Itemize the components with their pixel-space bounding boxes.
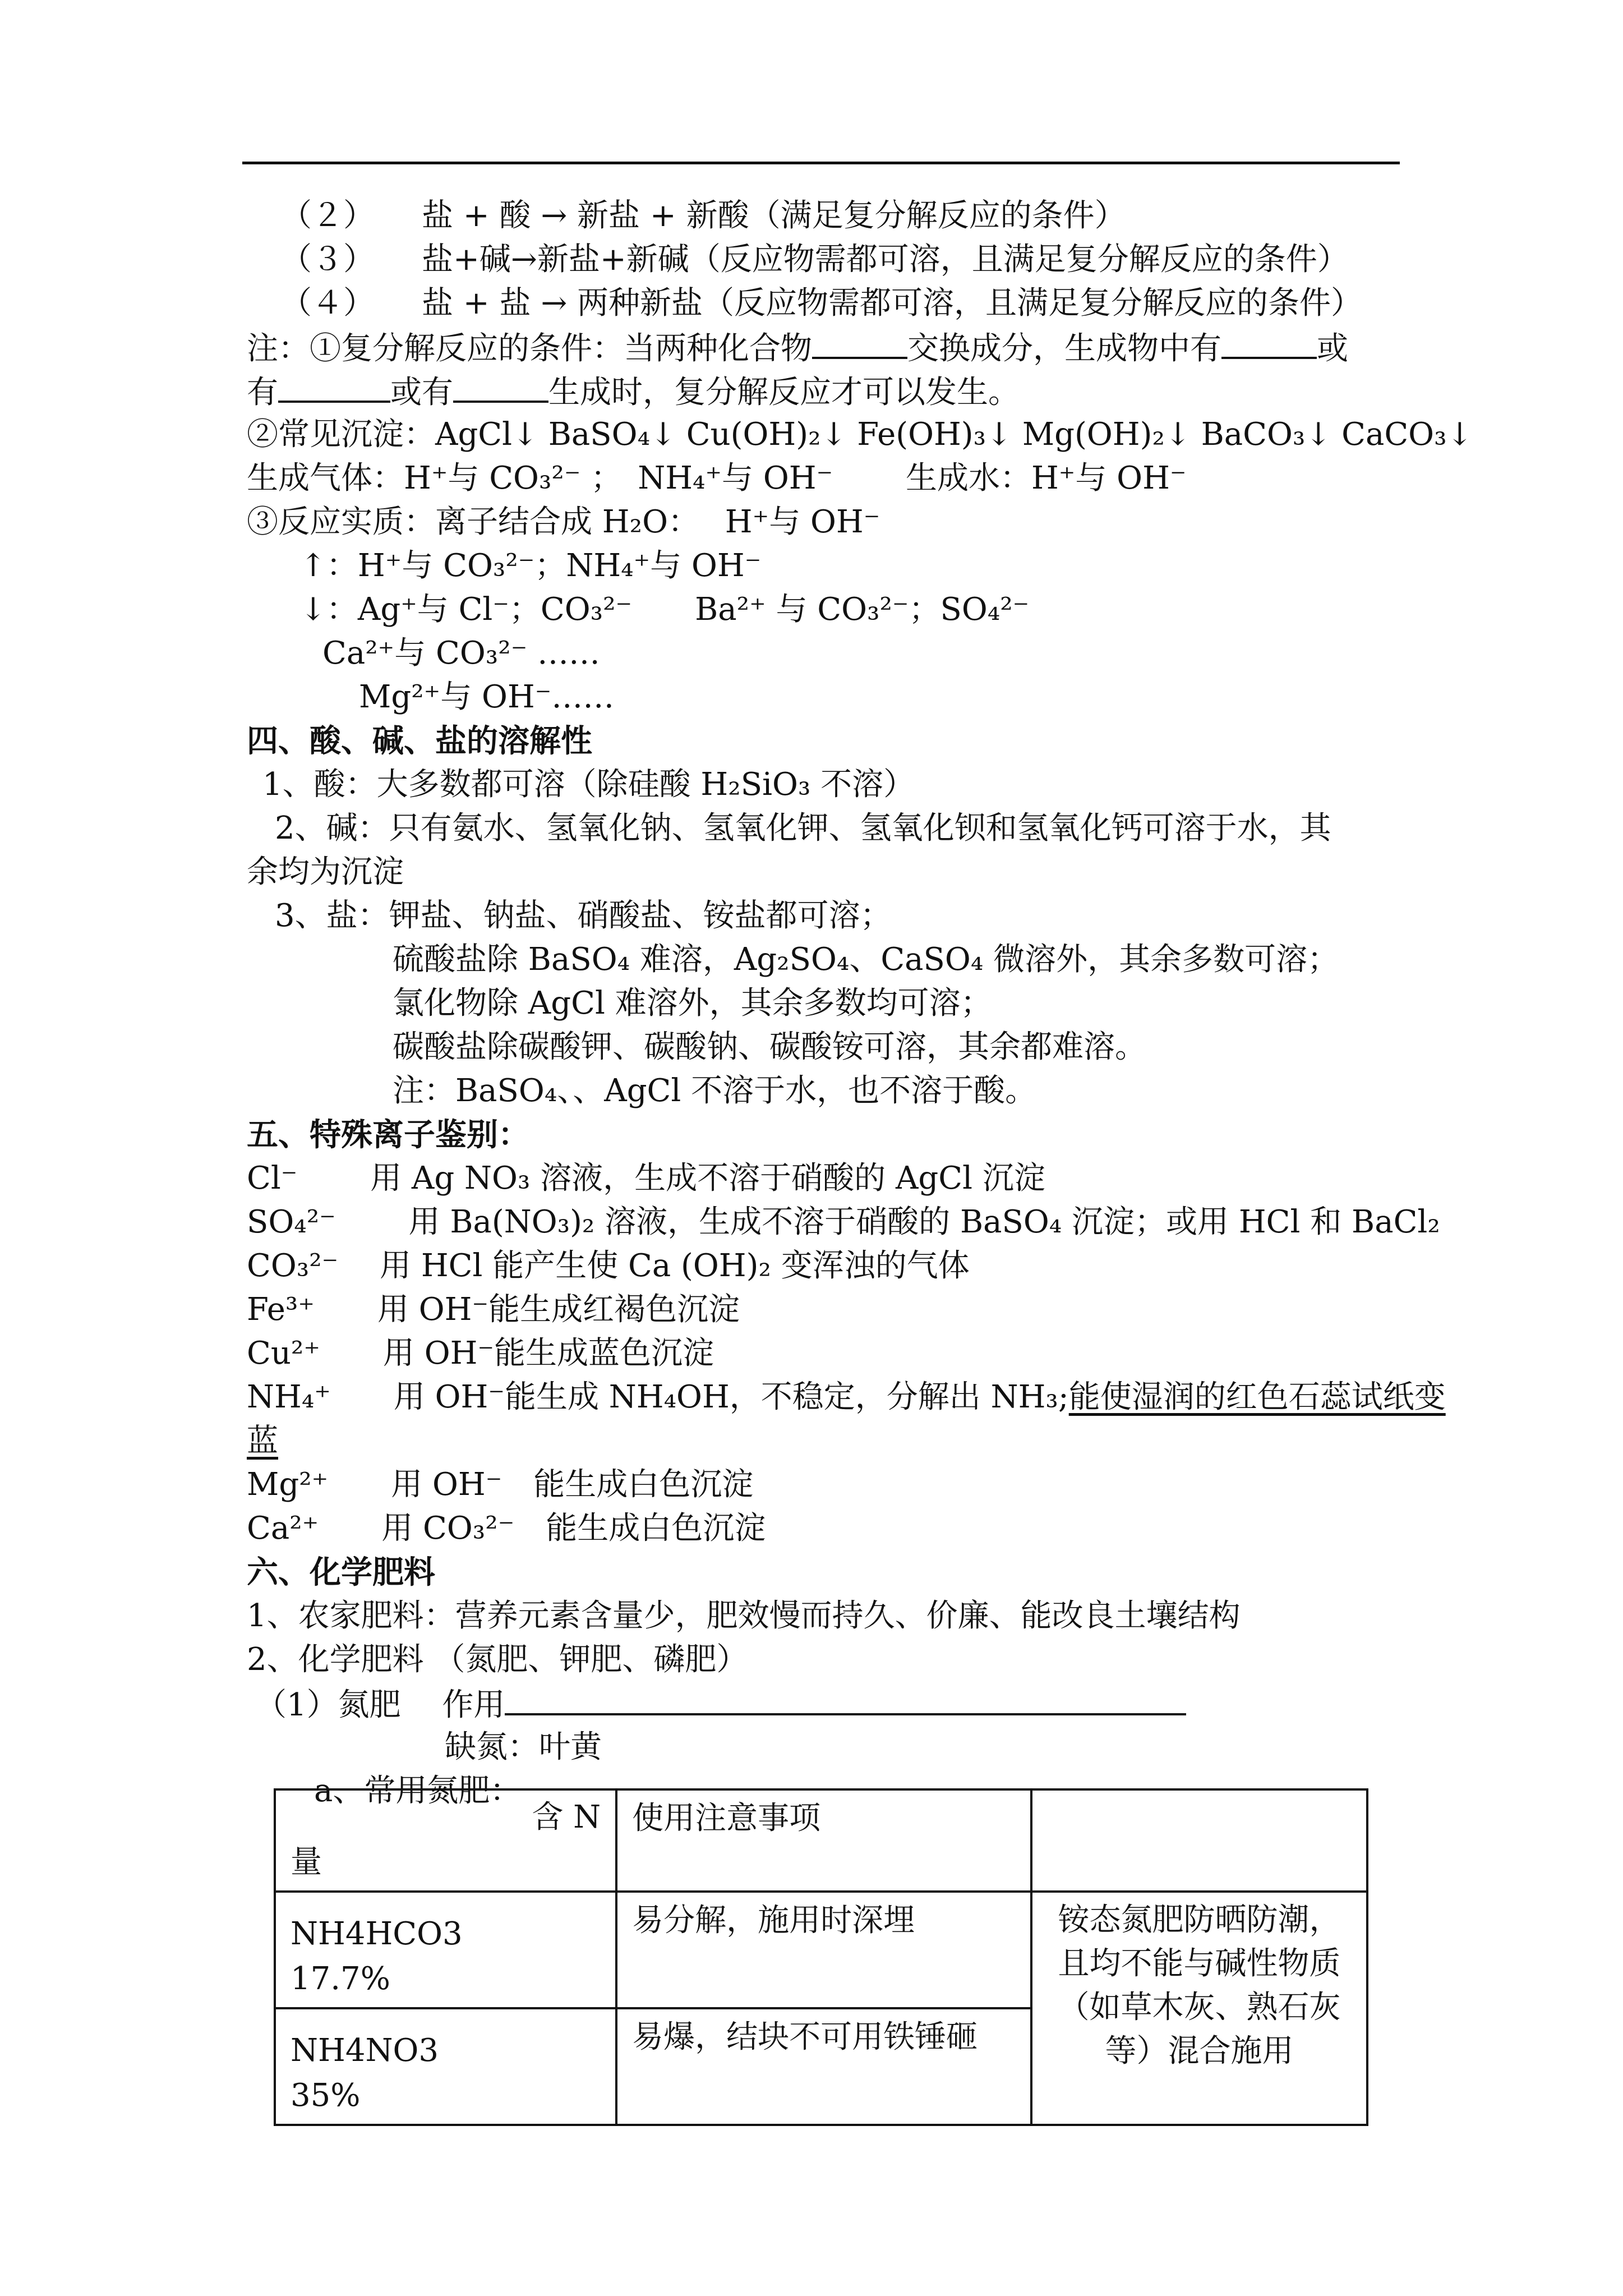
magnesium-ions: Mg²⁺与 OH⁻……: [359, 679, 615, 715]
precipitates-list: AgCl↓ BaSO₄↓ Cu(OH)₂↓ Fe(OH)₃↓ Mg(OH)₂↓ BaCO₃↓ CaCO₃↓: [435, 416, 1473, 453]
table-cell: [275, 1789, 616, 1892]
reaction-4: （４） 盐 + 盐 → 两种新盐（反应物需都可溶，且满足复分解反应的条件）: [280, 285, 1363, 321]
reaction-2: （２） 盐 + 酸 → 新盐 + 新酸（满足复分解反应的条件）: [280, 197, 1126, 234]
chemical-fertilizer: 2、化学肥料 （氮肥、钾肥、磷肥）: [247, 1641, 748, 1678]
ion-test-co3: CO₃²⁻ 用 HCl 能产生使 Ca (OH)₂ 变浑浊的气体: [247, 1248, 970, 1284]
ion-test-mg: Mg²⁺ 用 OH⁻ 能生成白色沉淀: [247, 1466, 754, 1503]
ion-test-cl: Cl⁻ 用 Ag NO₃ 溶液，生成不溶于硝酸的 AgCl 沉淀: [247, 1160, 1045, 1197]
solubility-base-cont: 余均为沉淀: [247, 854, 404, 890]
ion-test-cu: Cu²⁺ 用 OH⁻能生成蓝色沉淀: [247, 1335, 714, 1372]
section6-title: 六、化学肥料: [247, 1554, 435, 1591]
note-text: 生成时，复分解反应才可以发生。: [548, 374, 1020, 411]
usage-note: 易爆，结块不可用铁锤砸: [616, 2008, 1031, 2125]
solubility-acid: 1、酸：大多数都可溶（除硅酸 H₂SiO₃ 不溶）: [262, 766, 915, 803]
note-text: 或有: [390, 374, 453, 411]
ion-test-nh4: [247, 1379, 1446, 1416]
table-cell: [1031, 1789, 1367, 1892]
note-text: 或: [1317, 330, 1348, 367]
solubility-chloride: 氯化物除 AgCl 难溶外，其余多数均可溶；: [393, 985, 992, 1022]
precipitates-label: ②常见沉淀：: [247, 416, 435, 453]
blank-field[interactable]: [505, 1685, 1186, 1715]
table-row: [275, 1789, 1367, 1892]
solubility-salt: 3、盐：钾盐、钠盐、硝酸盐、铵盐都可溶；: [275, 898, 892, 934]
gas-ions: ↑：H⁺与 CO₃²⁻；NH₄⁺与 OH⁻: [300, 547, 762, 584]
table-cell: [275, 2008, 616, 2125]
ion-test-ca: Ca²⁺ 用 CO₃²⁻ 能生成白色沉淀: [247, 1510, 766, 1547]
ion-test-fe: Fe³⁺ 用 OH⁻能生成红褐色沉淀: [247, 1291, 740, 1328]
common-precipitates: [247, 416, 1473, 453]
fertilizer-name: NH4HCO3: [291, 1916, 463, 1952]
gas-water-line: 生成气体：H⁺与 CO₃²⁻ ； NH₄⁺与 OH⁻ 生成水：H⁺与 OH⁻: [247, 460, 1187, 496]
solubility-note: 注：BaSO₄、、AgCl 不溶于水，也不溶于酸。: [393, 1073, 1037, 1109]
nitrogen-fertilizer-table: [274, 1788, 1368, 2126]
reaction-essence: ③反应实质：离子结合成 H₂O： H⁺与 OH⁻: [247, 504, 880, 540]
ion-test-nh4-cont: 蓝: [247, 1423, 278, 1459]
nitrogen-fertilizer-function: [255, 1685, 1186, 1724]
nitrogen-percent: 17.7%: [291, 1961, 390, 1997]
nitrogen-content-header: 含 N: [532, 1799, 601, 1835]
note-text: 有: [247, 374, 278, 411]
nh4-underlined-text: 能使湿润的红色石蕊试纸变: [1068, 1379, 1446, 1415]
note-text: 注：①复分解反应的条件：当两种化合物: [247, 330, 812, 367]
blank-field[interactable]: [812, 329, 907, 359]
blank-field[interactable]: [453, 372, 548, 403]
common-nitrogen-fertilizers: a、常用氮肥：: [314, 1773, 522, 1809]
nitrogen-percent: 35%: [291, 2077, 361, 2114]
precipitate-ions: ↓：Ag⁺与 Cl⁻；CO₃²⁻ Ba²⁺ 与 CO₃²⁻；SO₄²⁻: [300, 591, 1030, 628]
note-text: 交换成分，生成物中有: [907, 330, 1221, 367]
solubility-carbonate: 碳酸盐除碳酸钾、碳酸钠、碳酸铵可溶，其余都难溶。: [393, 1029, 1146, 1065]
section4-title: 四、酸、碱、盐的溶解性: [247, 723, 592, 760]
function-label: （1）氮肥 作用: [255, 1687, 505, 1723]
usage-note: 易分解，施用时深埋: [616, 1892, 1031, 2008]
nh4-text: NH₄⁺ 用 OH⁻能生成 NH₄OH，不稳定，分解出 NH₃;: [247, 1379, 1069, 1415]
fertilizer-name: NH4NO3: [291, 2032, 439, 2069]
header-rule: [242, 162, 1400, 164]
section5-title: 五、特殊离子鉴别：: [247, 1116, 529, 1153]
shared-usage-note: 铵态氮肥防晒防潮，且均不能与碱性物质（如草木灰、熟石灰等）混合施用: [1031, 1892, 1367, 2125]
blank-field[interactable]: [278, 372, 390, 403]
solubility-sulfate: 硫酸盐除 BaSO₄ 难溶，Ag₂SO₄、CaSO₄ 微溶外，其余多数可溶；: [393, 941, 1339, 978]
note-condition-line1: [247, 329, 1348, 367]
blank-field[interactable]: [1221, 329, 1317, 359]
note-condition-line2: [247, 372, 1020, 411]
reaction-3: （３） 盐+碱→新盐+新碱（反应物需都可溶，且满足复分解反应的条件）: [280, 241, 1349, 278]
ion-test-so4: SO₄²⁻ 用 Ba(NO₃)₂ 溶液，生成不溶于硝酸的 BaSO₄ 沉淀；或用 HCl 和 BaCl₂: [247, 1204, 1440, 1240]
calcium-ions: Ca²⁺与 CO₃²⁻ ……: [322, 635, 601, 671]
solubility-base: 2、碱：只有氨水、氢氧化钠、氢氧化钾、氢氧化钡和氢氧化钙可溶于水，其: [275, 810, 1331, 846]
table-row: [275, 1892, 1367, 2008]
table-cell: [275, 1892, 616, 2008]
nitrogen-deficiency: 缺氮：叶黄: [445, 1729, 602, 1765]
farm-manure: 1、农家肥料：营养元素含量少，肥效慢而持久、价廉、能改良土壤结构: [247, 1598, 1241, 1634]
nitrogen-content-header-cont: 量: [291, 1844, 322, 1880]
usage-notes-header: 使用注意事项: [616, 1789, 1031, 1892]
